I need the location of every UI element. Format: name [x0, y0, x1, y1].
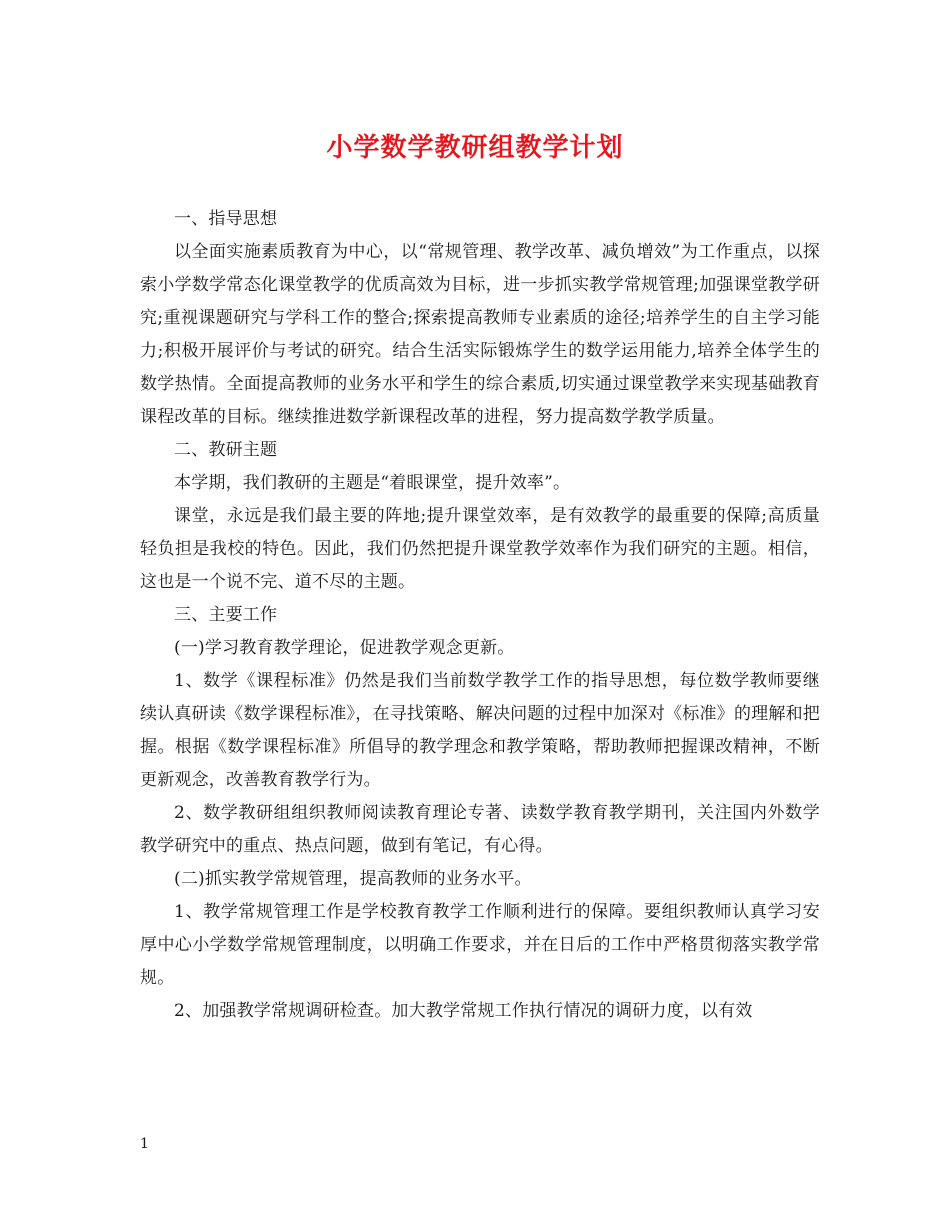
paragraph-reading-theory: 2、数学教研组组织教师阅读教育理论专著、读数学教育教学期刊，关注国内外数学教学研究中的重点、热点问题，做到有笔记，有心得。 — [140, 803, 820, 856]
document-title: 小学数学教研组教学计划 — [326, 133, 624, 163]
paragraph-routine-inspection: 2、加强教学常规调研检查。加大教学常规工作执行情况的调研力度，以有效 — [174, 1001, 753, 1021]
paragraph-curriculum-standard: 1、数学《课程标准》仍然是我们当前数学教学工作的指导思想，每位数学教师要继续认真研读《数学课程标准》，在寻找策略、解决问题的过程中加深对《标准》的理解和把握。根据《数学课程标准》所倡导的教学理念和教学策略，帮助教师把握课改精神，不断更新观念，改善教育教学行为。 — [140, 671, 820, 790]
section-heading-main-work: 三、主要工作 — [174, 605, 278, 625]
document-body — [140, 203, 820, 1028]
paragraph-routine-rules: 1、教学常规管理工作是学校教育教学工作顺利进行的保障。要组织教师认真学习安厚中心小学数学常规管理制度，以明确工作要求，并在日后的工作中严格贯彻落实教学常规。 — [140, 902, 820, 988]
section-heading-research-theme: 二、教研主题 — [174, 440, 278, 460]
paragraph-guiding-ideology: 以全面实施素质教育为中心，以“常规管理、教学改革、减负增效”为工作重点，以探索小学数学常态化课堂教学的优质高效为目标，进一步抓实教学常规管理;加强课堂教学研究;重视课题研究与学科工作的整合;探索提高教师专业素质的途径;培养学生的自主学习能力;积极开展评价与考试的研究。结合生活实际锻炼学生的数学运用能力,培养全体学生的数学热情。全面提高教师的业务水平和学生的综合素质,切实通过课堂教学来实现基础教育课程改革的目标。继续推进数学新课程改革的进程，努力提高数学教学质量。 — [140, 242, 820, 427]
page-number: 1 — [140, 1136, 149, 1152]
subheading-theory-study: (一)学习教育教学理论，促进教学观念更新。 — [174, 638, 515, 658]
paragraph-classroom-efficiency: 课堂，永远是我们最主要的阵地;提升课堂效率，是有效教学的最重要的保障;高质量轻负担是我校的特色。因此，我们仍然把提升课堂教学效率作为我们研究的主题。相信，这也是一个说不完、道不尽的主题。 — [140, 506, 820, 592]
subheading-routine-management: (二)抓实教学常规管理，提高教师的业务水平。 — [174, 869, 532, 889]
section-heading-guiding-ideology: 一、指导思想 — [174, 209, 278, 229]
paragraph-research-theme: 本学期，我们教研的主题是“着眼课堂，提升效率”。 — [174, 473, 571, 493]
